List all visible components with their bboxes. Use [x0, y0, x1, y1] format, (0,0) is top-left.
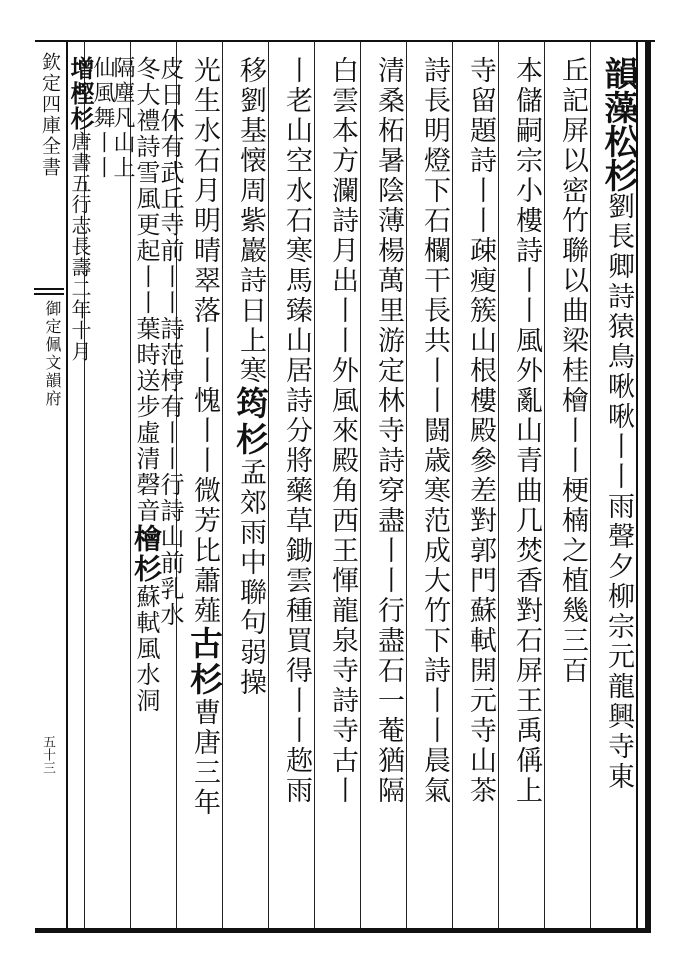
column-text: 詩山前乳水 [156, 498, 184, 628]
column-text: 光生水石月明晴翠落丨丨愧丨丨微芳比蕭薤 [189, 56, 220, 626]
column-text: 詩長明燈下石欄干長共丨丨闘歳寒范成大竹下詩丨丨晨氣 [419, 56, 450, 806]
column-text: 白雲本方瀾詩月出丨丨外風來殿角西王惲龍泉寺詩寺古丨 [327, 56, 358, 806]
text-column-11a [130, 56, 163, 926]
column-text: 丘記屏以密竹聯以曲梁桂檜丨丨梗楠之植幾三百 [557, 56, 588, 686]
top-border [35, 40, 655, 42]
text-column-12b [90, 56, 115, 926]
column-text: 蘇軾風水洞 [132, 584, 160, 714]
entry-heading: 古杉 [185, 626, 224, 698]
column-text: 唐書五行志長壽二年十月 [68, 131, 92, 362]
bottom-border [35, 928, 647, 933]
text-column-5 [411, 56, 457, 926]
page-number: 五十三 [40, 735, 55, 774]
text-column-2 [549, 56, 595, 926]
column-text: 移劉基懐周紫巖詩日上寒 [235, 56, 266, 386]
column-text: 冬大禮詩雪風更起丨丨葉時送步虛清磬音 [132, 56, 160, 524]
entry-heading: 檜杉 [130, 524, 163, 584]
text-column-3 [503, 56, 549, 926]
text-column-12a [110, 56, 135, 926]
entry-heading: 增樫杉 [66, 56, 95, 131]
column-text: 孟郊雨中聯句弱操 [235, 458, 266, 698]
text-column-6 [365, 56, 411, 926]
column-text: 曹唐三年 [189, 698, 220, 818]
column-text: 劉長卿詩猿鳥啾啾丨丨雨聲夕柳宗元龍興寺東 [603, 192, 634, 792]
column-text: 寺留題詩丨丨疎瘦簇山根樓殿參差對郭門蘇軾開元寺山茶 [465, 56, 496, 806]
text-column-1 [595, 56, 641, 926]
text-column-11b [156, 56, 184, 926]
fish-tail-mark [34, 286, 64, 296]
text-column-7 [319, 56, 365, 926]
column-text: 丨老山空水石寒馬臻山居詩分將藥草鋤雲種買得丨丨趂雨 [281, 56, 312, 806]
column-text: 皮日休有武丘寺前丨丨詩范梈有丨丨行 [156, 56, 184, 498]
text-column-8 [273, 56, 319, 926]
column-text: 本儲嗣宗小樓詩丨丨風外亂山青曲几焚香對石屏王禹偁上 [511, 56, 542, 806]
entry-heading: 韻藻松杉 [598, 56, 638, 192]
entry-heading: 筠杉 [231, 386, 270, 458]
right-border-outer [645, 40, 651, 933]
text-column-10 [181, 56, 227, 926]
column-text: 隔塵凡山上 [110, 56, 135, 181]
column-text: 仙風舞丨丨 [90, 56, 115, 181]
text-column-13 [66, 56, 95, 926]
spine-section-title: 御定佩文韻府 [43, 300, 62, 408]
text-column-9 [227, 56, 273, 926]
text-column-4 [457, 56, 503, 926]
column-text: 清桑柘暑陰薄楊萬里游定林寺詩穿盡丨丨行盡石一菴猶隔 [373, 56, 404, 806]
spine-title: 欽定四庫全書 [39, 52, 61, 178]
